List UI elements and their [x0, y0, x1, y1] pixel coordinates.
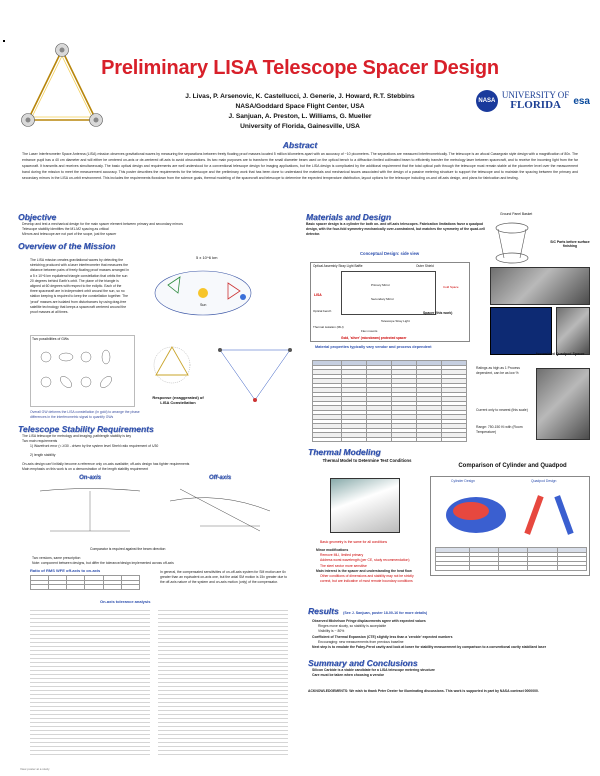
objective-item: Mirrors and telescope are not part of the scope, just the spacer: [22, 232, 117, 237]
label-gold-shield: Gold, 'silver' (microbeam) protected spacer: [341, 336, 407, 340]
off-axis-panel: [160, 475, 280, 543]
result-item: Ringes move slowly, so stability is acceptable: [318, 624, 387, 629]
label-spacer: Spacer (this work): [423, 311, 453, 315]
ratio-table: [30, 575, 140, 590]
label-optical-assembly: Optical Assembly Stray Light Baffle: [313, 264, 363, 268]
interferometer-diagram: [210, 340, 300, 410]
thermal-heading: Thermal Modeling: [308, 447, 381, 457]
results-heading: Results: [308, 606, 339, 616]
abstract-heading: Abstract: [282, 140, 318, 150]
corner-mark: [3, 40, 5, 42]
thermal-item: Address worst wavelength (per CE, study recommendation): [320, 558, 410, 563]
comparison-table: [435, 547, 587, 571]
poster-title: Preliminary LISA Telescope Spacer Design: [101, 57, 499, 79]
result-item: Coefficient of Thermal Expansion (CTE) slightly less than a 'zeroble' expected numbers: [312, 634, 453, 639]
gw-possibilities-panel: [30, 335, 135, 407]
ratio-text: In general, the compensated sensitivities of on-off-axis system for SM motion are 6x greater than an equivalent on-axis one, but the axial SM motion is 15x greater due to the off-axis nature of the system and on-axis motion (only) of the compensator.: [160, 570, 288, 585]
prop-note: Current only to nearest (this scale): [476, 408, 528, 412]
tolerance-heading: On-axis tolerance analysis: [100, 599, 151, 604]
uf-logo-top: UNIVERSITY OF: [501, 90, 570, 100]
variant-item: Note: component between designs, but differ the tolerance/design implemented across off-axis: [32, 561, 174, 566]
on-axis-panel: [30, 475, 150, 543]
acknowledgements: ACKNOWLEDGEMENTS: We wish to thank Peter Dexter for illuminating discussions. This work is supported in part by NASA contract 0000000.: [308, 688, 539, 693]
sponsor-logos: [476, 90, 590, 112]
comparison-panel: [430, 476, 590, 576]
properties-table: [312, 360, 467, 442]
authors-florida: J. Sanjuan, A. Preston, L. Williams, G. Mueller: [228, 113, 372, 120]
materials-section: [306, 212, 486, 238]
stability-item: 1) Wavefront error (< λ/30 - driven by the system level Strehl ratio requirement of λ/30: [30, 444, 159, 449]
left-column: [18, 212, 298, 251]
results-sub: (See J. Sanjuan, poster 18-00-16 for more details): [343, 611, 428, 615]
result-item: Encouraging: new measurements from previous baseline: [318, 639, 404, 644]
side-view-title: Conceptual Design: side view: [360, 251, 420, 256]
telescope-housing: [341, 271, 436, 315]
uf-logo: [502, 91, 569, 111]
cylinder-label: Cylinder Design: [451, 479, 475, 483]
prop-note: Ratings as high as 1 Process dependent, can be as low %: [476, 366, 520, 376]
result-item: Observed Michelson Fringe displacements agree with expected values: [312, 619, 426, 623]
stability-item: Main emphasis on this work is on a demonstration of the length stability requirement: [22, 467, 149, 472]
thermal-item: Other conditions of dimensions and stability may not be strictly correct, but are indicative of most remote boundary conditions: [320, 574, 414, 584]
stability-item: 2) length stability: [30, 452, 56, 457]
variant-item: Two versions, same prescription: [32, 556, 81, 560]
thermal-item: Main interest is the spacer and understanding the heat flow: [316, 568, 412, 573]
thermal-result: Basic geometry is the same for all conditions: [320, 540, 388, 544]
label-cold-space: Cold Space: [443, 285, 459, 289]
comparison-title: Comparison of Cylinder and Quadpod: [458, 463, 567, 469]
result-item: Next step is to emulate the Fabry-Perot cavity and look at lower for stability measurement by comparison to a conventional cavity stabilized laser: [312, 645, 547, 650]
quadpod-photo-side: [556, 307, 590, 355]
thermal-model-image: [330, 478, 400, 533]
thermal-item: Remove MLI, limited primary: [320, 553, 364, 558]
summary-heading: Summary and Conclusions: [308, 658, 418, 669]
orbit-distance-label: 5 x 10^6 km: [196, 255, 218, 260]
thermal-item: The steel sector more sensitive: [320, 563, 367, 568]
objective-item: Telescope stability identifies the M1-M2 spacing as critical: [22, 227, 109, 232]
stability-item: Two main requirements: [22, 439, 58, 444]
assembled-spacer-photo: [536, 368, 590, 440]
summary-item: Silicon Carbide is a viable candidate for a LISA telescope metering structure: [312, 668, 435, 673]
affiliation-goddard: NASA/Goddard Space Flight Center, USA: [235, 103, 365, 110]
result-item: Visibility is ~ 80%: [318, 629, 345, 634]
label-flex-mounts: Flex mounts: [361, 329, 378, 333]
label-optical-bench: Optical bench: [313, 309, 332, 313]
comparison-renders: [431, 485, 591, 545]
footer-note: View poster at a study: [20, 767, 50, 771]
on-axis-drawing: [30, 481, 150, 539]
esa-logo: esa: [573, 95, 590, 107]
label-secondary-mirror: Secondary Mirror: [371, 297, 395, 301]
variants: [28, 556, 298, 566]
tolerance-table-right: [158, 607, 288, 757]
objective-heading: Objective: [18, 212, 57, 222]
orbit-sun-label: Sun: [200, 303, 207, 307]
label-thermal-isolation: Thermal isolation (MLI): [313, 325, 344, 329]
abstract-text: The Laser Interferometer Space Antenna (LISA) mission observes gravitational waves by measuring the separations between freely floating proof masses located 5 million kilometers apart with an accuracy of ~10 picometers. The separations are measured interferometrically. The telescope is an afocal Cassegrain style design with a magnification of 80x. The entrance pupil has a 40 cm diameter and will either be centered on-axis or de-centered off-axis to avoid obscurations. Its two main purposes are to transform the small diameter beam used on the optical bench to a diffraction limited collimated beam to efficiently transfer the metrology laser between spacecraft, and to receive the incoming light from the far spacecraft. It transmits and receives simultaneously. The basic optical design and requirements are well understood for a conventional telescope design for imaging applications, but the LISA design is complicated by the additional requirement that the total optical path through the telescope must remain stable at the picometer level over the measurement band during the mission to meet the measurement accuracy. This poster describes the requirements for the telescope and the preliminary work that has been done to understand the materials and mechanical issues associated with the design of a passive metering structure to support the telescope and to maintain the spacing between the primary and secondary mirrors in the LISA on-orbit environment. This includes the requirements flowdown from the science goals, thermal modeling of the spacecraft and telescope to determine the expected temperature distribution, layout options for the telescope including on-and off-axis design, and plans for fabrication and testing.: [22, 152, 578, 180]
assembled-caption: Assembled Quadpod Spacer: [535, 352, 585, 356]
thermal-item: Minor modifications: [316, 548, 349, 552]
orbit-diagram: [148, 255, 258, 325]
response-caption: Overall GW deforms the LISA constellation (in gold) to arrange the phase differences in the interferometric signal to quantify GWs: [30, 410, 140, 420]
label-outer-shield: Outer Shield: [416, 264, 434, 268]
prop-note: Range: 750-150 Kt with (Room Temperature): [476, 425, 523, 435]
label-primary-mirror: Primary Mirror: [371, 283, 390, 287]
stability-heading: Telescope Stability Requirements: [18, 424, 154, 434]
comparator-caption: Comparator is required against the beam direction: [90, 547, 166, 551]
stability-item: The LISA telescope for metrology and imaging, pathlength stability is key: [22, 434, 132, 438]
ratio-heading: Ratio of RMS WFE off-axis to on-axis: [30, 568, 101, 573]
gw-caption: Two possibilities of GWs: [32, 337, 69, 341]
affiliation-florida: University of Florida, Gainesville, USA: [240, 123, 360, 130]
sic-parts-photo: [490, 267, 590, 305]
response-label: Response (exaggerated) of LISA Constellation: [152, 395, 204, 405]
thermal-list: [312, 548, 422, 584]
on-axis-label: On-axis: [78, 475, 101, 481]
results-section: [308, 601, 598, 694]
quadpod-render: [490, 220, 535, 265]
summary-item: Care must be taken when choosing a vendor: [312, 673, 384, 678]
authors-goddard: J. Livas, P. Arsenovic, K. Castellucci, J. Generie, J. Howard, R.T. Stebbins: [185, 93, 415, 100]
quadpod-photo-blue: [490, 307, 552, 355]
sic-panel-caption: SiC Parts before surface finishing: [550, 240, 590, 248]
gw-polarization-plots: [31, 342, 131, 402]
tolerance-table-left: [30, 607, 150, 757]
quadpod-label: Quadpod Design: [531, 479, 557, 483]
uf-logo-main: FLORIDA: [510, 99, 561, 111]
properties-title: Material properties typically vary vendor and process dependent: [315, 345, 432, 349]
label-telescope-stray: Telescope Stray Light: [381, 319, 410, 323]
nasa-logo: NASA: [476, 90, 498, 112]
side-view-diagram: [310, 262, 470, 342]
ground-panel-label: Ground Panel Basket: [500, 212, 533, 216]
response-diagram: [142, 340, 202, 390]
off-axis-label: Off-axis: [208, 475, 232, 481]
stability-item: On-axis design can't initially become a reference only on-axis available; off-axis design has tighter requirements: [22, 461, 190, 466]
overview-text: The LISA mission creates gravitational waves by detecting the stretching produced with a laser interferometer that measures the distance between pairs of freely floating proof masses arranged in a 5 x 10^6 km equilateral triangle constellation that orbits the sun 20 degrees behind Earth's orbit. The plane of the triangle is aligned at 60 degrees with respect to the ecliptic. Each of the three spacecraft are in independent orbit around the sun, so no station keeping is required to keep the constellation together. The 'proof' masses are isolated from disturbances by using drag-free satellite technology that keeps a spacecraft centered around the proof masses at all times.: [30, 258, 129, 315]
stability-section: [18, 424, 298, 472]
materials-heading: Materials and Design: [306, 212, 392, 222]
overview-heading: Overview of the Mission: [18, 240, 116, 251]
off-axis-drawing: [160, 481, 280, 539]
label-lisa: LISA: [314, 293, 322, 297]
objective-item: Develop and test a mechanical design for the main spacer element between primary and secondary mirrors: [22, 222, 183, 226]
materials-text: Basic spacer design is a cylinder for both on- and off-axis telescopes. Fabrication limitations favor a quadpod design, with the four-fold symmetry mechanically over-constrained, but matches the symmetry of the quad-cell detector.: [306, 222, 485, 237]
results-heading-row: [308, 601, 598, 619]
thermal-title: Thermal Model to Determine Test Conditions: [322, 458, 412, 463]
